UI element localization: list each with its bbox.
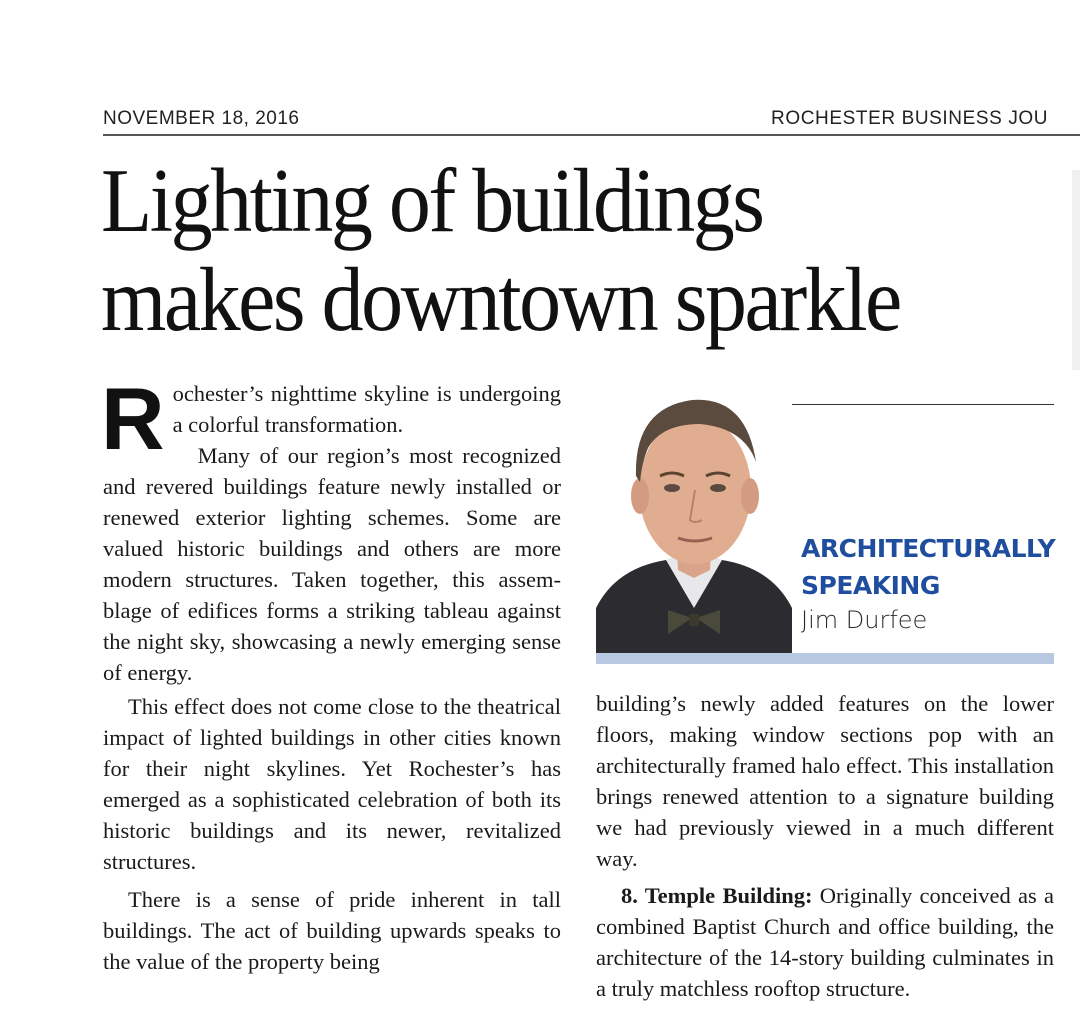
header-divider (103, 134, 1080, 136)
article-paragraph (596, 880, 1054, 1004)
page-header (103, 108, 1080, 136)
author-byline: Jim Durfee (801, 606, 928, 634)
article-column-right (596, 688, 1054, 1004)
article-paragraph: There is a sense of pride inherent in tall buildings. The act of building upwards speaks to the value of the property being (103, 887, 561, 974)
column-title-line-2: SPEAKING (801, 571, 940, 600)
article-column-left (101, 369, 561, 977)
author-photo (596, 378, 792, 654)
page-edge (1072, 170, 1080, 370)
headline-line-2: makes downtown sparkle (101, 250, 900, 351)
column-tag-bar (596, 653, 1054, 664)
issue-date: NOVEMBER 18, 2016 (103, 108, 300, 129)
paragraph-text: Originally conceived as a combined Baptist Church and office building, the architecture of the 14-story building culminates in a truly matchless rooftop structure. (596, 883, 1054, 1001)
article-paragraph: building’s newly added features on the lower floors, making window sections pop with an architecturally framed halo effect. This installation brings renewed attention to a signature building we had previously viewed in a much different way. (596, 691, 1054, 871)
paragraph-text: ochester’s nighttime skyline is undergoing a colorful transformation. (172, 381, 561, 437)
column-title-line-1: ARCHITECTURALLY (801, 534, 1056, 563)
article-paragraph: Many of our region’s most recognized and revered buildings feature newly installed or renewed exterior lighting schemes. Some are valued historic buildings and others are more modern structures. Taken together, this assemblage of edifices forms a striking tableau against the night sky, showcasing a newly emerging sense of energy. (103, 443, 561, 685)
article-paragraph: This effect does not come close to the theatrical impact of lighted buildings in other cities known for their night skylines. Yet Rochester’s has emerged as a sophisticated celebration of both its historic buildings and its newer, revitalized structures. (103, 694, 561, 874)
headline-line-1: Lighting of buildings (101, 150, 763, 252)
article-paragraph (101, 369, 561, 468)
publication-name: ROCHESTER BUSINESS JOU (771, 108, 1049, 129)
author-portrait-icon (596, 378, 792, 654)
article-headline (101, 152, 1061, 351)
section-lead-in: 8. Temple Building: (621, 883, 813, 908)
drop-cap: R (101, 369, 165, 468)
column-title (801, 530, 1055, 604)
